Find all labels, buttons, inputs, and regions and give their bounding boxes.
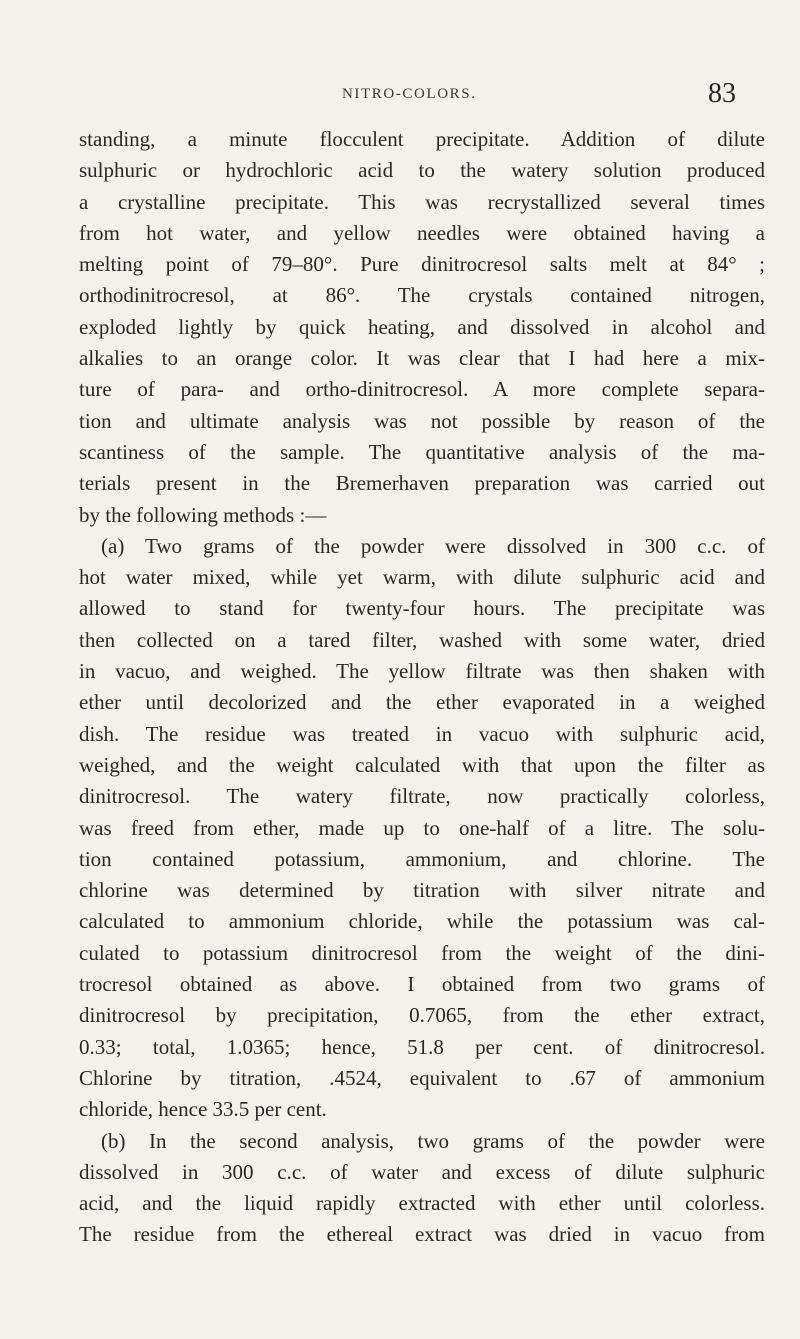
text-line: ether until decolorized and the ether evaporated in a weighed (79, 690, 765, 715)
page-number: 83 (708, 78, 736, 109)
text-line: dissolved in 300 c.c. of water and excess of dilute sulphuric (79, 1159, 765, 1184)
text-line: trocresol obtained as above. I obtained from two grams of (79, 972, 765, 997)
text-line: dish. The residue was treated in vacuo with sulphuric acid, (79, 721, 765, 746)
text-line: from hot water, and yellow needles were obtained having a (79, 220, 765, 245)
text-line: melting point of 79–80°. Pure dinitrocresol salts melt at 84° ; (79, 252, 765, 277)
text-line: dinitrocresol by precipitation, 0.7065, from the ether extract, (79, 1003, 765, 1028)
text-line: exploded lightly by quick heating, and dissolved in alcohol and (79, 314, 765, 339)
text-line: Chlorine by titration, .4524, equivalent to .67 of ammonium (79, 1065, 765, 1090)
text-line: by the following methods :— (79, 502, 327, 527)
text-line: The residue from the ethereal extract was dried in vacuo from (79, 1222, 765, 1247)
text-line: alkalies to an orange color. It was clear that I had here a mix- (79, 346, 765, 371)
text-line: standing, a minute flocculent precipitate. Addition of dilute (79, 127, 765, 151)
text-line: in vacuo, and weighed. The yellow filtrate was then shaken with (79, 659, 765, 684)
text-line: chloride, hence 33.5 per cent. (79, 1097, 327, 1122)
text-line: (b) In the second analysis, two grams of the powder were (101, 1128, 765, 1153)
text-line: tion contained potassium, ammonium, and chlorine. The (79, 846, 765, 871)
text-line: tion and ultimate analysis was not possible by reason of the (79, 408, 765, 433)
text-line: was freed from ether, made up to one-half of a litre. The solu- (79, 815, 765, 840)
text-line: calculated to ammonium chloride, while the potassium was cal- (79, 909, 765, 934)
text-line: hot water mixed, while yet warm, with dilute sulphuric acid and (79, 565, 765, 590)
text-line: ture of para- and ortho-dinitrocresol. A more complete separa- (79, 377, 765, 402)
running-title: NITRO-COLORS. (342, 86, 477, 102)
text-line: terials present in the Bremerhaven preparation was carried out (79, 471, 765, 496)
text-line: then collected on a tared filter, washed with some water, dried (79, 627, 765, 652)
body-text (79, 124, 765, 1251)
text-line: sulphuric or hydrochloric acid to the watery solution produced (79, 158, 765, 183)
text-line: allowed to stand for twenty-four hours. The precipitate was (79, 596, 765, 621)
text-line: culated to potassium dinitrocresol from the weight of the dini- (79, 940, 765, 965)
text-line: chlorine was determined by titration with silver nitrate and (79, 878, 765, 903)
text-line: scantiness of the sample. The quantitative analysis of the ma- (79, 439, 765, 464)
text-line: dinitrocresol. The watery filtrate, now practically colorless, (79, 784, 765, 809)
text-line: orthodinitrocresol, at 86°. The crystals contained nitrogen, (79, 283, 765, 308)
text-line: a crystalline precipitate. This was recrystallized several times (79, 189, 765, 214)
text-line: (a) Two grams of the powder were dissolved in 300 c.c. of (101, 533, 765, 558)
text-line: weighed, and the weight calculated with that upon the filter as (79, 752, 765, 777)
text-line: acid, and the liquid rapidly extracted with ether until colorless. (79, 1191, 765, 1216)
text-line: 0.33; total, 1.0365; hence, 51.8 per cent. of dinitrocresol. (79, 1034, 765, 1059)
